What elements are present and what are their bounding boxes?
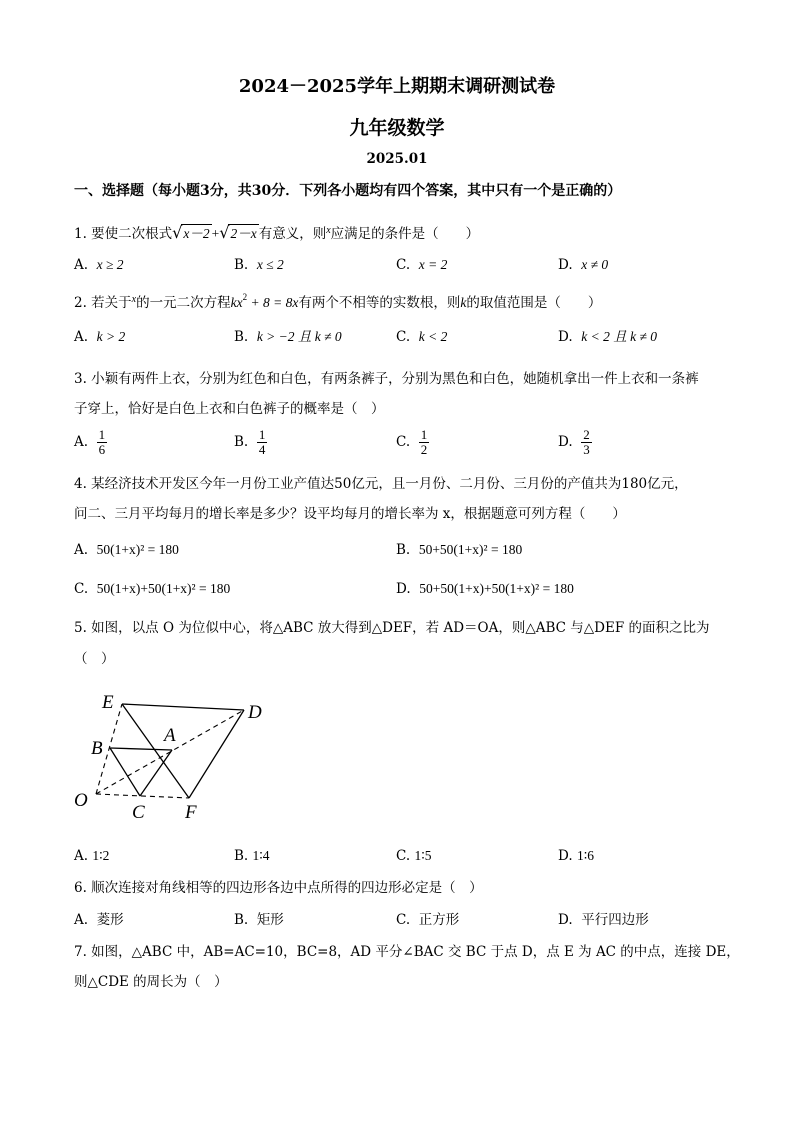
option-text: 50(1+x)+50(1+x)² = 180 bbox=[96, 581, 231, 596]
question-3-line-1: 3. 小颖有两件上衣，分别为红色和白色，有两条裤子，分别为黑色和白色，她随机拿出一件上衣和一条裤 bbox=[74, 371, 699, 387]
option-letter: A. bbox=[74, 542, 89, 558]
q6-option-b[interactable] bbox=[234, 911, 284, 929]
q2-option-b[interactable] bbox=[234, 328, 342, 346]
q5-option-c[interactable] bbox=[396, 847, 431, 865]
dashed-OD bbox=[96, 710, 244, 794]
fraction bbox=[419, 428, 430, 457]
option-letter: C. bbox=[396, 848, 411, 864]
option-letter: A. bbox=[74, 848, 89, 864]
option-letter: C. bbox=[396, 912, 411, 928]
question-7-line-2: 则△CDE 的周长为（ ） bbox=[74, 974, 228, 990]
option-letter: A. bbox=[74, 434, 89, 450]
option-letter: B. bbox=[234, 848, 249, 864]
question-7-line-1: 7. 如图，△ABC 中，AB=AC=10，BC=8，AD 平分∠BAC 交 BC 于点 D，点 E 为 AC 的中点，连接 DE， bbox=[74, 944, 740, 960]
option-text: x ≤ 2 bbox=[256, 257, 284, 272]
option-text: 矩形 bbox=[256, 912, 284, 928]
q2-var: x bbox=[131, 294, 137, 305]
option-text: 正方形 bbox=[418, 912, 460, 928]
q5-option-b[interactable] bbox=[234, 847, 270, 865]
option-text: 1∶6 bbox=[576, 848, 594, 863]
question-4-line-2: 问二、三月平均每月的增长率是多少？设平均每月的增长率为 x，根据题意可列方程（ ） bbox=[74, 506, 626, 522]
segment-AC bbox=[140, 750, 172, 796]
option-letter: C. bbox=[396, 329, 411, 345]
q3-option-c[interactable] bbox=[396, 428, 429, 457]
option-text: k > 2 bbox=[96, 329, 126, 344]
q3-option-b[interactable] bbox=[234, 428, 267, 457]
option-letter: D. bbox=[558, 848, 573, 864]
q1-stem-mid: 有意义，则 bbox=[258, 226, 327, 242]
label-D: D bbox=[248, 702, 262, 723]
option-letter: D. bbox=[558, 434, 573, 450]
q1-stem-post: 应满足的条件是（ ） bbox=[330, 226, 480, 242]
fraction bbox=[97, 428, 108, 457]
q6-option-a[interactable] bbox=[74, 911, 124, 929]
q4-option-b[interactable] bbox=[396, 541, 522, 559]
question-4-line-1: 4. 某经济技术开发区今年一月份工业产值达50亿元，且一月份、二月份、三月份的产值共为180亿元， bbox=[74, 476, 688, 492]
option-letter: A. bbox=[74, 329, 89, 345]
exam-subject: 九年级数学 bbox=[349, 117, 445, 139]
numerator: 1 bbox=[420, 427, 428, 442]
segment-BA bbox=[110, 748, 172, 750]
sqrt-icon: √ bbox=[219, 223, 230, 242]
option-text: 菱形 bbox=[96, 912, 124, 928]
option-text: x ≠ 0 bbox=[581, 257, 609, 272]
denominator: 4 bbox=[258, 442, 266, 457]
q1-radicand-2: 2－x bbox=[230, 226, 257, 241]
question-2 bbox=[74, 291, 601, 312]
denominator: 3 bbox=[583, 442, 590, 457]
question-6: 6. 顺次连接对角线相等的四边形各边中点所得的四边形必定是（ ） bbox=[74, 880, 483, 896]
segment-ED bbox=[122, 704, 244, 710]
option-text: 平行四边形 bbox=[581, 912, 649, 928]
option-text: 50+50(1+x)+50(1+x)² = 180 bbox=[419, 581, 574, 596]
option-letter: C. bbox=[396, 257, 411, 273]
q1-option-c[interactable] bbox=[396, 256, 447, 274]
q2-eq-b: + 8 = 8x bbox=[247, 295, 299, 310]
q4-option-d[interactable] bbox=[396, 580, 574, 598]
label-F: F bbox=[185, 802, 197, 823]
q1-stem-pre: 1. 要使二次根式 bbox=[74, 226, 173, 242]
sqrt-icon: √ bbox=[172, 223, 183, 242]
option-text: k > −2 且 k ≠ 0 bbox=[256, 329, 342, 344]
option-letter: B. bbox=[234, 257, 249, 273]
q1-option-d[interactable] bbox=[558, 256, 608, 274]
label-C: C bbox=[132, 802, 145, 823]
section-heading: 一、选择题（每小题3分，共30分．下列各小题均有四个答案，其中只有一个是正确的） bbox=[74, 183, 622, 199]
option-letter: D. bbox=[558, 329, 573, 345]
q2-option-c[interactable] bbox=[396, 328, 447, 346]
q4-option-c[interactable] bbox=[74, 580, 230, 598]
option-letter: C. bbox=[74, 581, 89, 597]
q5-option-a[interactable] bbox=[74, 847, 109, 865]
option-letter: B. bbox=[234, 434, 249, 450]
option-text: 50+50(1+x)² = 180 bbox=[418, 542, 523, 557]
q2-stem-mid: 的一元二次方程 bbox=[136, 295, 231, 311]
q1-option-a[interactable] bbox=[74, 256, 124, 274]
option-letter: D. bbox=[396, 581, 411, 597]
option-text: 1∶5 bbox=[414, 848, 432, 863]
option-text: k < 2 bbox=[418, 329, 448, 344]
label-B: B bbox=[91, 738, 103, 759]
exam-date: 2025.01 bbox=[366, 151, 428, 167]
q3-option-d[interactable] bbox=[558, 428, 592, 457]
q1-option-b[interactable] bbox=[234, 256, 284, 274]
numerator: 1 bbox=[98, 427, 106, 442]
q6-option-d[interactable] bbox=[558, 911, 649, 929]
q6-option-c[interactable] bbox=[396, 911, 459, 929]
option-letter: C. bbox=[396, 434, 411, 450]
question-5-line-2: （ ） bbox=[74, 651, 115, 667]
question-1 bbox=[74, 222, 479, 243]
option-letter: B. bbox=[234, 329, 249, 345]
q1-radicand-1: x－2 bbox=[183, 226, 210, 241]
q2-eq-a: kx bbox=[230, 295, 243, 310]
q2-stem-pre: 2. 若关于 bbox=[74, 295, 132, 311]
numerator: 1 bbox=[258, 427, 266, 442]
question-3-line-2: 子穿上，恰好是白色上衣和白色裤子的概率是（ ） bbox=[74, 401, 385, 417]
q2-eq-sup: 2 bbox=[242, 292, 248, 302]
fraction bbox=[581, 428, 592, 457]
q1-plus: + bbox=[211, 226, 220, 241]
q2-option-d[interactable] bbox=[558, 328, 657, 346]
option-text: 50(1+x)² = 180 bbox=[96, 542, 179, 557]
q3-option-a[interactable] bbox=[74, 428, 107, 457]
option-letter: D. bbox=[558, 257, 573, 273]
option-letter: A. bbox=[74, 912, 89, 928]
numerator: 2 bbox=[583, 427, 590, 442]
option-letter: A. bbox=[74, 257, 89, 273]
label-A: A bbox=[164, 725, 176, 746]
label-O: O bbox=[74, 790, 88, 811]
denominator: 6 bbox=[98, 442, 106, 457]
option-letter: B. bbox=[234, 912, 249, 928]
q1-var: x bbox=[326, 225, 331, 236]
q2-stem-mid2: 有两个不相等的实数根，则 bbox=[298, 295, 461, 311]
q2-var2: k bbox=[460, 295, 467, 310]
option-text: 1∶2 bbox=[92, 848, 110, 863]
question-5-line-1: 5. 如图，以点 O 为位似中心，将△ABC 放大得到△DEF，若 AD＝OA，则△ABC 与△DEF 的面积之比为 bbox=[74, 620, 710, 636]
q2-stem-post: 的取值范围是（ ） bbox=[466, 295, 602, 311]
option-letter: B. bbox=[396, 542, 411, 558]
option-text: x = 2 bbox=[418, 257, 448, 272]
q2-option-a[interactable] bbox=[74, 328, 125, 346]
q5-similar-triangles-figure bbox=[68, 688, 278, 828]
label-E: E bbox=[102, 692, 114, 713]
exam-title: 2024－2025学年上期期末调研测试卷 bbox=[238, 76, 556, 97]
option-text: x ≥ 2 bbox=[96, 257, 124, 272]
segment-DF bbox=[189, 710, 244, 798]
option-text: 1∶4 bbox=[252, 848, 270, 863]
option-letter: D. bbox=[558, 912, 573, 928]
denominator: 2 bbox=[420, 442, 428, 457]
q5-option-d[interactable] bbox=[558, 847, 594, 865]
q4-option-a[interactable] bbox=[74, 541, 179, 559]
dashed-OF bbox=[96, 794, 189, 798]
fraction bbox=[257, 428, 268, 457]
option-text: k < 2 且 k ≠ 0 bbox=[581, 329, 657, 344]
